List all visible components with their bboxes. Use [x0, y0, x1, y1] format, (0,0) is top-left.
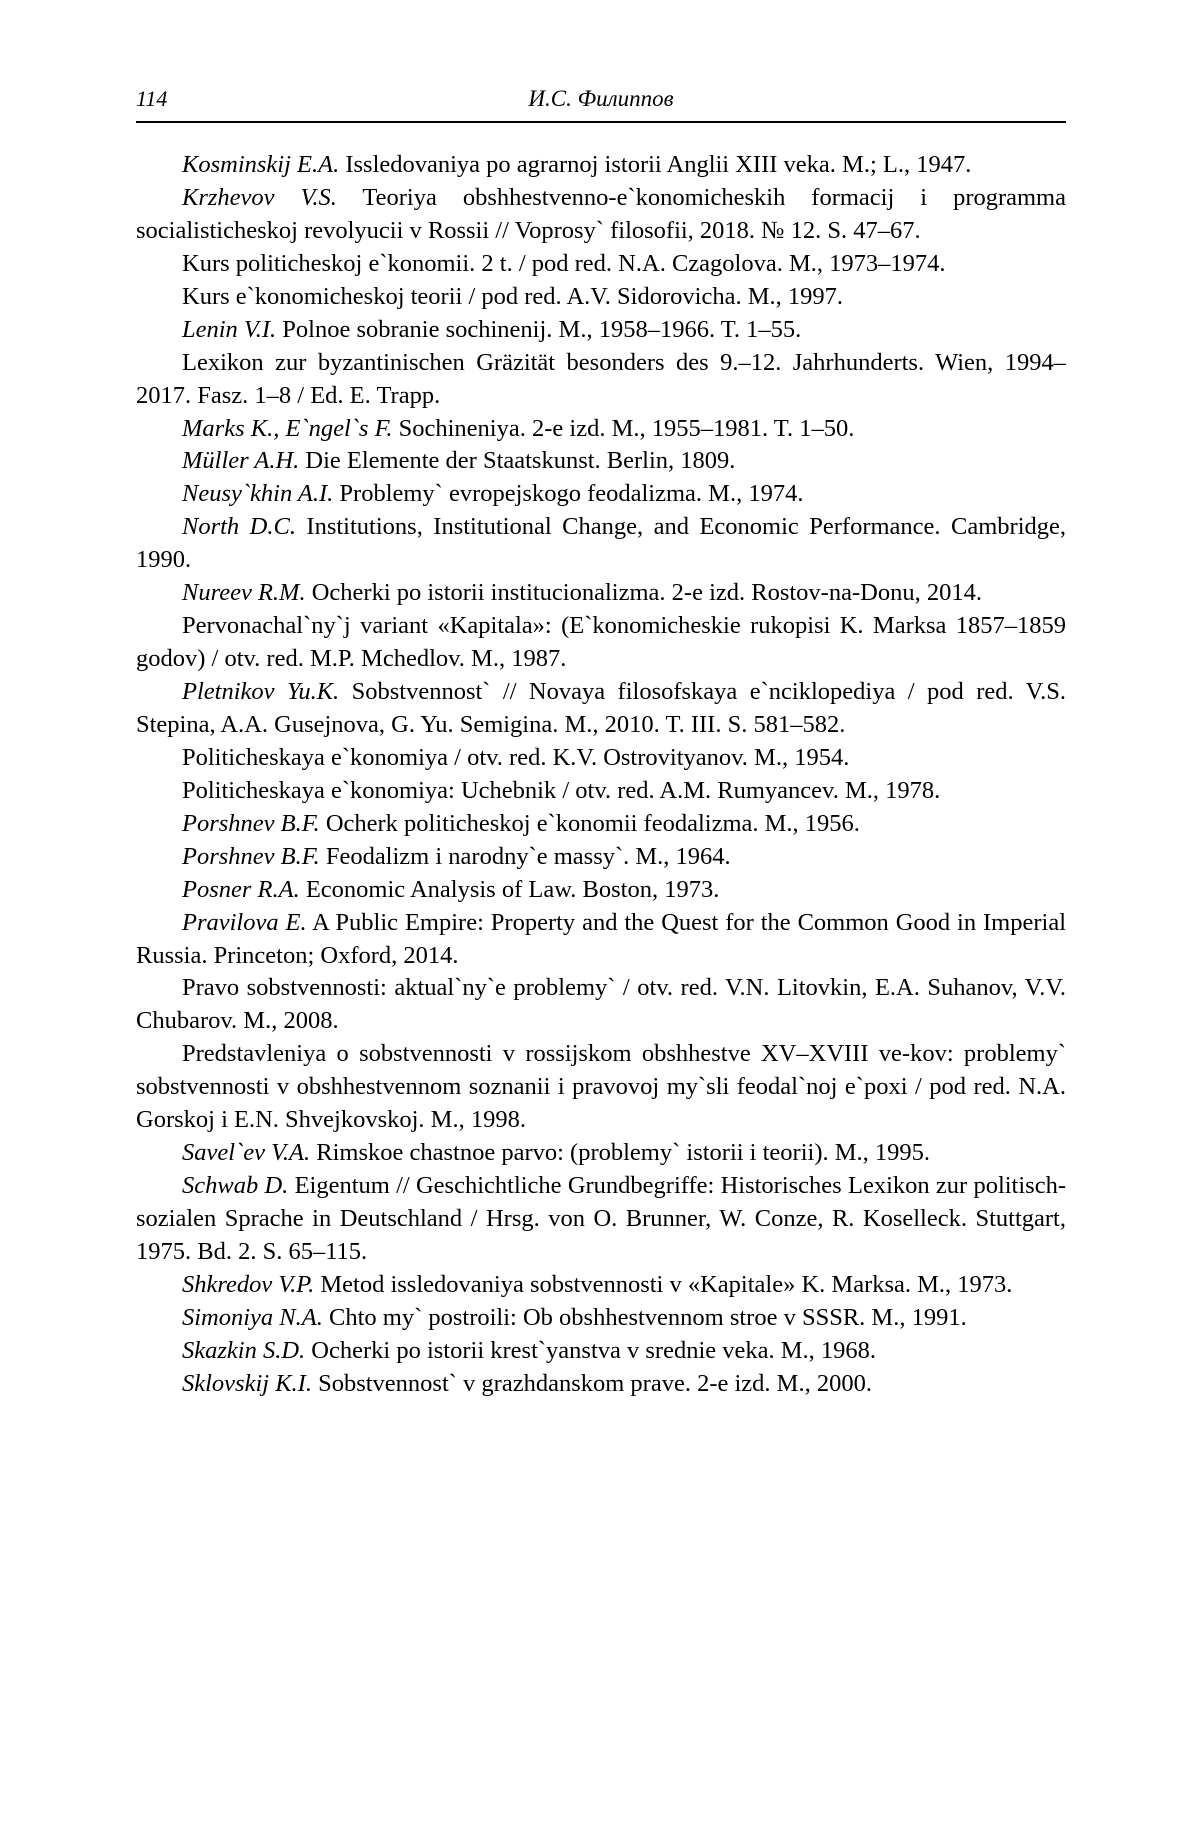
bibliography-entry	[136, 841, 1066, 874]
entry-text: Teoriya obshhestvenno-e`konomicheskih formacij i programma socialisticheskoj revolyucii v Rossii // Voprosy` filosofii, 2018. № 12. S. 47–67.	[136, 183, 1066, 244]
bibliography-entry	[136, 478, 1066, 511]
entry-author: Lenin V.I.	[182, 315, 277, 343]
entry-text: Die Elemente der Staatskunst. Berlin, 1809.	[299, 447, 736, 475]
entry-text: Eigentum // Geschichtliche Grundbegriffe: Historisches Lexikon zur politisch-sozialen Sprache in Deutschland / Hrsg. von O. Brunner, W. Conze, R. Koselleck. Stuttgart, 1975. Bd. 2. S. 65–115.	[136, 1172, 1066, 1265]
entry-text: Economic Analysis of Law. Boston, 1973.	[299, 875, 720, 903]
entry-text: Predstavleniya o sobstvennosti v rossijskom obshhestve XV–XVIII ve-kov: problemy` sobstvennosti v obshhestvennom soznanii i pravovoj my`sli feodal`noj e`poxi / pod red. N.A. Gorskoj i E.N. Shvejkovskoj. M., 1998.	[136, 1040, 1066, 1134]
page-header	[136, 86, 1066, 121]
entry-author: Posner R.A.	[182, 875, 300, 903]
entry-author: Savel`ev V.A.	[182, 1139, 311, 1167]
entry-text: Politicheskaya e`konomiya / otv. red. K.V. Ostrovityanov. M., 1954.	[182, 743, 850, 771]
page-number: 114	[136, 86, 168, 111]
bibliography-entry	[136, 248, 1066, 281]
bibliography-entry	[136, 808, 1066, 841]
entry-author: Marks K., E`ngel`s F.	[182, 414, 393, 442]
bibliography-entry	[136, 347, 1066, 413]
bibliography-entry	[136, 511, 1066, 577]
bibliography-entry	[136, 907, 1066, 973]
bibliography-entry	[136, 1038, 1066, 1137]
bibliography-entry	[136, 676, 1066, 742]
bibliography-entry	[136, 445, 1066, 478]
entry-text: Kurs e`konomicheskoj teorii / pod red. A.V. Sidorovicha. M., 1997.	[182, 282, 843, 310]
bibliography-entry	[136, 775, 1066, 808]
entry-author: Simoniya N.A.	[182, 1303, 323, 1331]
entry-author: Müller A.H.	[182, 447, 300, 475]
bibliography-entry	[136, 874, 1066, 907]
entry-author: Skazkin S.D.	[182, 1336, 306, 1364]
entry-text: Feodalizm i narodny`e massy`. M., 1964.	[319, 842, 731, 870]
bibliography-entry	[136, 972, 1066, 1038]
bibliography-entry	[136, 1170, 1066, 1269]
bibliography-entry	[136, 149, 1066, 182]
bibliography-entry	[136, 577, 1066, 610]
entry-author: Neusy`khin A.I.	[182, 480, 334, 508]
entry-text: Institutions, Institutional Change, and Economic Performance. Cambridge, 1990.	[136, 513, 1067, 574]
entry-author: Krzhevov V.S.	[182, 183, 337, 211]
entry-text: Metod issledovaniya sobstvennosti v «Kapitale» K. Marksa. M., 1973.	[314, 1270, 1013, 1298]
entry-text: Ocherk politicheskoj e`konomii feodalizma. M., 1956.	[319, 809, 860, 837]
entry-text: Issledovaniya po agrarnoj istorii Anglii XIII veka. M.; L., 1947.	[339, 151, 972, 178]
entry-author: Sklovskij K.I.	[182, 1369, 312, 1397]
entry-text: Politicheskaya e`konomiya: Uchebnik / otv. red. A.M. Rumyancev. M., 1978.	[182, 776, 941, 804]
bibliography-entry	[136, 413, 1066, 446]
bibliography-entry	[136, 1269, 1066, 1302]
bibliography-entry	[136, 281, 1066, 314]
entry-author: Porshnev B.F.	[182, 809, 320, 837]
entry-author: Pletnikov Yu.K.	[182, 678, 340, 705]
bibliography-entry	[136, 1137, 1066, 1170]
entry-text: Rimskoe chastnoe parvo: (problemy` istorii i teorii). M., 1995.	[310, 1139, 931, 1167]
entry-author: Schwab D.	[182, 1172, 289, 1200]
entry-text: Pravo sobstvennosti: aktual`ny`e problemy` / otv. red. V.N. Litovkin, E.A. Suhanov, V.V. Chubarov. M., 2008.	[136, 974, 1066, 1035]
entry-text: A Public Empire: Property and the Quest for the Common Good in Imperial Russia. Princeton; Oxford, 2014.	[136, 908, 1067, 969]
entry-text: Chto my` postroili: Ob obshhestvennom stroe v SSSR. M., 1991.	[322, 1303, 967, 1331]
bibliography-entry	[136, 1302, 1066, 1335]
bibliography-entry	[136, 610, 1066, 676]
entry-author: Nureev R.M.	[182, 579, 306, 607]
header-rule	[136, 121, 1066, 123]
entry-text: Polnoe sobranie sochinenij. M., 1958–1966. T. 1–55.	[276, 315, 802, 343]
entry-author: Porshnev B.F.	[182, 842, 320, 870]
bibliography-entry	[136, 1368, 1066, 1401]
entry-text: Sobstvennost` v grazhdanskom prave. 2-e izd. M., 2000.	[311, 1369, 872, 1397]
entry-text: Pervonachal`ny`j variant «Kapitala»: (E`konomicheskie rukopisi K. Marksa 1857–1859 godov) / otv. red. M.P. Mchedlov. M., 1987.	[136, 612, 1066, 673]
entry-text: Kurs politicheskoj e`konomii. 2 t. / pod red. N.A. Czagolova. M., 1973–1974.	[182, 249, 946, 277]
bibliography-entry	[136, 314, 1066, 347]
entry-text: Ocherki po istorii krest`yanstva v srednie veka. M., 1968.	[305, 1336, 877, 1364]
entry-author: North D.C.	[182, 513, 296, 541]
entry-author: Kosminskij E.A.	[182, 151, 340, 178]
entry-author: Shkredov V.P.	[182, 1270, 315, 1298]
entry-text: Lexikon zur byzantinischen Gräzität besonders des 9.–12. Jahrhunderts. Wien, 1994–2017. Fasz. 1–8 / Ed. E. Trapp.	[136, 348, 1066, 409]
bibliography-entry	[136, 1335, 1066, 1368]
entry-text: Problemy` evropejskogo feodalizma. M., 1974.	[333, 480, 804, 508]
entry-text: Ocherki po istorii institucionalizma. 2-e izd. Rostov-na-Donu, 2014.	[305, 579, 982, 607]
entry-text: Sochineniya. 2-e izd. M., 1955–1981. T. 1–50.	[392, 414, 855, 442]
bibliography-entry	[136, 742, 1066, 775]
bibliography-entry	[136, 182, 1066, 248]
running-title: И.С. Филиппов	[528, 86, 674, 111]
entry-text: Sobstvennost` // Novaya filosofskaya e`nciklopediya / pod red. V.S. Stepina, A.A. Gusejnova, G. Yu. Semigina. M., 2010. T. III. S. 581–582.	[136, 678, 1066, 738]
page-content	[136, 86, 1066, 1401]
bibliography-list	[136, 149, 1066, 1401]
entry-author: Pravilova E.	[182, 908, 307, 936]
